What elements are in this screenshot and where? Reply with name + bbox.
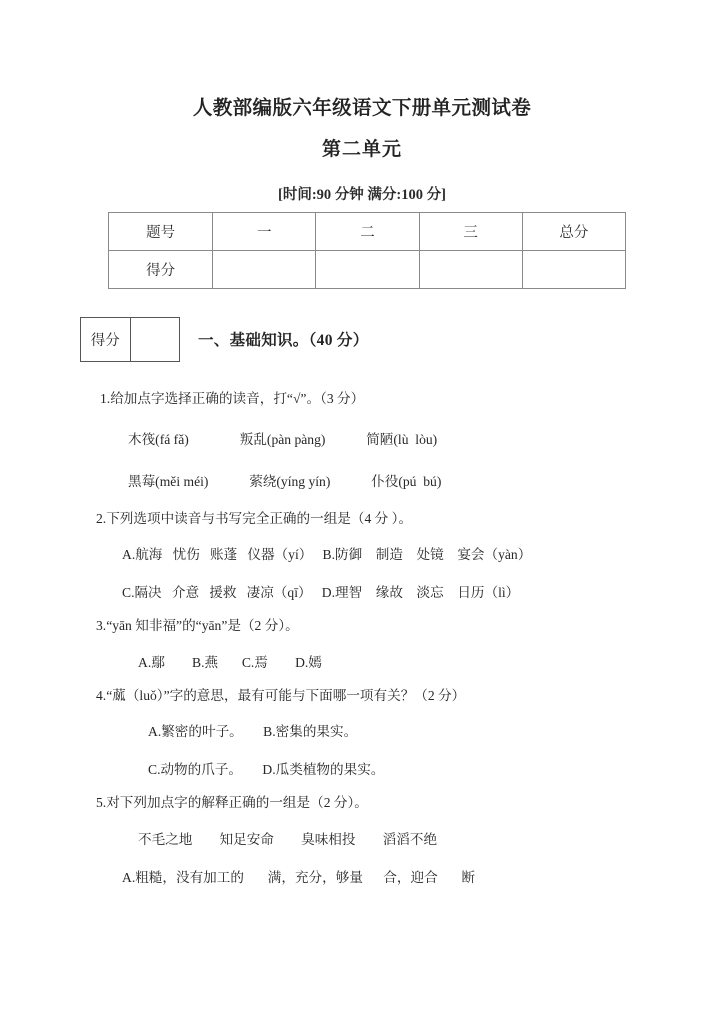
score-input-cell[interactable] — [213, 251, 316, 289]
score-input-cell[interactable] — [419, 251, 522, 289]
page-title: 人教部编版六年级语文下册单元测试卷 — [192, 98, 532, 119]
score-table-header-cell: 题号 — [109, 213, 213, 251]
section-one-header — [80, 317, 640, 363]
score-table-header-cell: 总分 — [522, 213, 625, 251]
questions-container — [0, 392, 724, 886]
table-row — [109, 251, 626, 289]
question-5-stem: 5.对下列加点字的解释正确的一组是（2 分）。 — [96, 795, 368, 811]
question-3-options-row[interactable]: A.鄢 B.燕 C.焉 D.嫣 — [138, 654, 322, 670]
table-row-header — [109, 213, 626, 251]
question-1-pinyin-row-2[interactable]: 黑莓(měi méi) 萦绕(yíng yín) 仆役(pú bú) — [128, 473, 442, 489]
section-score-value[interactable] — [131, 317, 181, 362]
section-heading: 一、基础知识。（40 分） — [198, 332, 369, 349]
question-2-stem: 2.下列选项中读音与书写完全正确的一组是（4 分 ）。 — [96, 510, 413, 526]
score-table-header-cell: 一 — [213, 213, 316, 251]
score-input-cell[interactable] — [316, 251, 419, 289]
score-row-label: 得分 — [109, 251, 213, 289]
question-5-idioms-row: 不毛之地 知足安命 臭味相投 滔滔不绝 — [138, 831, 438, 847]
question-1-stem: 1.给加点字选择正确的读音，打“√”。（3 分） — [100, 391, 365, 406]
question-3-stem: 3.“yān 知非福”的“yān”是（2 分）。 — [96, 618, 299, 634]
question-4-options-row-2[interactable]: C.动物的爪子。 D.瓜类植物的果实。 — [148, 762, 385, 778]
question-2-options-row-2[interactable]: C.隔决 介意 援救 凄凉（qī） D.理智 缘故 淡忘 日历（lì） — [122, 585, 520, 601]
score-table — [108, 212, 626, 289]
section-score-box — [80, 317, 180, 362]
score-input-cell[interactable] — [522, 251, 625, 289]
unit-subtitle: 第二单元 — [321, 139, 402, 160]
question-2-options-row-1[interactable]: A.航海 忧伤 账蓬 仪器（yí） B.防御 制造 处镜 宴会（yàn） — [122, 547, 532, 563]
score-table-header-cell: 二 — [316, 213, 419, 251]
section-score-label: 得分 — [80, 317, 131, 362]
question-1-pinyin-row-1[interactable]: 木筏(fá fǎ) 叛乱(pàn pàng) 简陋(lù lòu) — [128, 431, 438, 447]
question-4-stem: 4.“蓏（luǒ）”字的意思，最有可能与下面哪一项有关？（2 分） — [96, 687, 466, 703]
question-5-options-row[interactable]: A.粗糙，没有加工的 满，充分，够量 合，迎合 断 — [122, 869, 476, 885]
score-table-header-cell: 三 — [419, 213, 522, 251]
question-4-options-row-1[interactable]: A.繁密的叶子。 B.密集的果实。 — [148, 724, 358, 740]
exam-meta: [时间:90 分钟 满分:100 分] — [278, 187, 446, 203]
